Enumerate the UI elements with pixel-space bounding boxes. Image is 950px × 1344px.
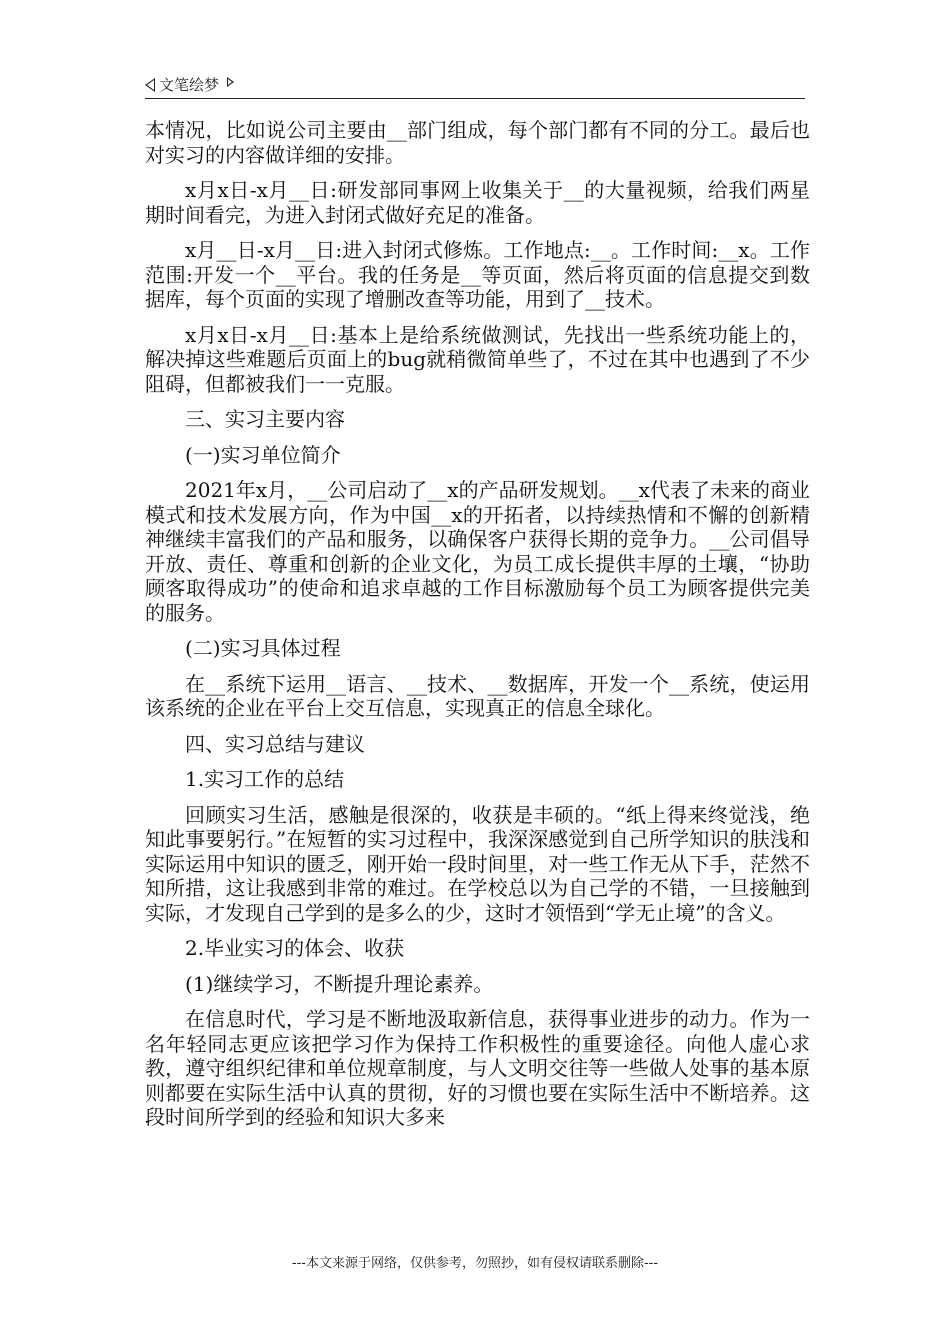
paragraph: 2021年x月，__公司启动了__x的产品研发规划。__x代表了未来的商业模式和技术发展方向，作为中国__x的开拓者，以持续热情和不懈的创新精神继续丰富我们的产品和服务，以确保客户获得长期的竞争力。__公司倡导开放、责任、尊重和创新的企业文化，为员工成长提供丰厚的土壤，“协助顾客取得成功”的使命和追求卓越的工作目标激励每个员工为顾客提供完美的服务。 [145, 478, 810, 625]
header-brand-group [145, 74, 234, 95]
page-footer-notice: ---本文来源于网络，仅供参考，勿照抄，如有侵权请联系删除--- [291, 1256, 659, 1271]
paragraph: x月x日-x月__日:基本上是给系统做测试，先找出一些系统功能上的，解决掉这些难题后页面上的bug就稍微简单些了，不过在其中也遇到了不少阻碍，但都被我们一一克服。 [145, 322, 810, 396]
page-header [145, 70, 805, 99]
paragraph: x月x日-x月__日:研发部同事网上收集关于__的大量视频，给我们两星期时间看完，为进入封闭式做好充足的准备。 [145, 178, 810, 227]
subsection-heading: 2.毕业实习的体会、收获 [185, 936, 405, 960]
triangle-right-icon [227, 77, 234, 87]
paragraph: 本情况，比如说公司主要由__部门组成，每个部门都有不同的分工。最后也对实习的内容做详细的安排。 [145, 118, 810, 167]
subsection-heading: (二)实习具体过程 [185, 636, 341, 660]
section-heading: 四、实习总结与建议 [185, 731, 365, 756]
triangle-left-icon [145, 78, 155, 92]
paragraph: 在信息时代，学习是不断地汲取新信息，获得事业进步的动力。作为一名年轻同志更应该把学习作为保持工作积极性的重要途径。向他人虚心求教，遵守组织纪律和单位规章制度，与人文明交往等一些做人处事的基本原则都要在实际生活中认真的贯彻，好的习惯也要在实际生活中不断培养。这段时间所学到的经验和知识大多来 [145, 1007, 810, 1129]
section-heading: 三、实习主要内容 [185, 407, 345, 431]
subsection-heading: 1.实习工作的总结 [185, 767, 345, 791]
subsection-heading: (1)继续学习，不断提升理论素养。 [185, 971, 494, 996]
paragraph: x月__日-x月__日:进入封闭式修炼。工作地点:__。工作时间:__x。工作范围:开发一个__平台。我的任务是__等页面，然后将页面的信息提交到数据库，每个页面的实现了增删改查等功能，用到了__技术。 [145, 238, 810, 311]
paragraph: 在__系统下运用__语言、__技术、__数据库，开发一个__系统，使运用该系统的企业在平台上交互信息，实现真正的信息全球化。 [145, 671, 810, 720]
subsection-heading: (一)实习单位简介 [185, 442, 341, 467]
document-body [145, 118, 810, 1141]
header-brand: 文笔绘梦 [159, 76, 220, 94]
paragraph: 回顾实习生活，感触是很深的，收获是丰硕的。“纸上得来终觉浅，绝知此事要躬行。”在短暂的实习过程中，我深深感觉到自己所学知识的肤浅和实际运用中知识的匮乏，刚开始一段时间里，对一些工作无从下手，茫然不知所措，这让我感到非常的难过。在学校总以为自己学的不错，一旦接触到实际，才发现自己学到的是多么的少，这时才领悟到“学无止境”的含义。 [145, 802, 810, 925]
